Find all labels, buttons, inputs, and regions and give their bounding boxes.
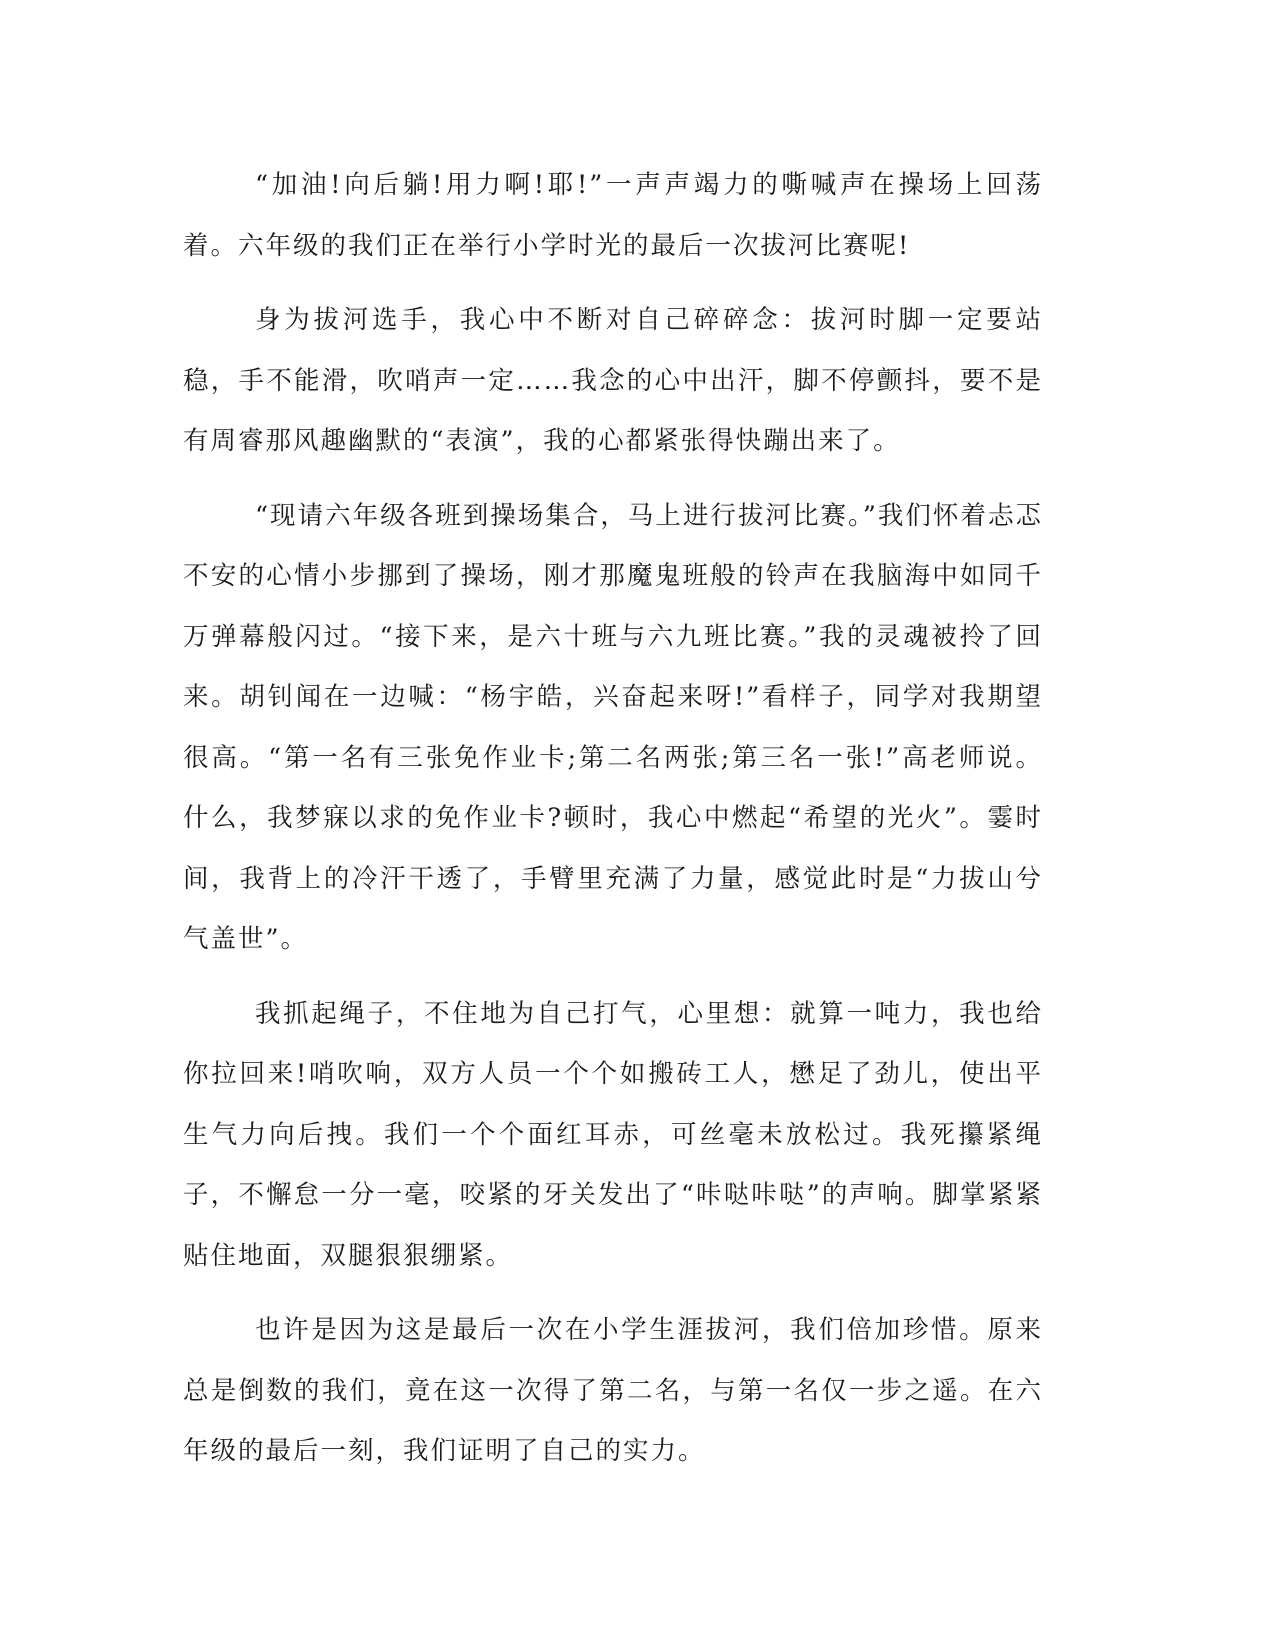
paragraph-1: “加油!向后躺!用力啊!耶!”一声声竭力的嘶喊声在操场上回荡着。六年级的我们正在举行小学时光的最后一次拔河比赛呢! (183, 170, 1043, 261)
essay-body (183, 155, 1043, 1496)
paragraph-2: 身为拔河选手，我心中不断对自己碎碎念：拔河时脚一定要站稳，手不能滑，吹哨声一定……我念的心中出汗，脚不停颤抖，要不是有周睿那风趣幽默的“表演”，我的心都紧张得快蹦出来了。 (183, 305, 1043, 456)
paragraph-3: “现请六年级各班到操场集合，马上进行拔河比赛。”我们怀着忐忑不安的心情小步挪到了操场，刚才那魔鬼班般的铃声在我脑海中如同千万弹幕般闪过。“接下来，是六十班与六九班比赛。”我的灵魂被拎了回来。胡钊闻在一边喊：“杨宇皓，兴奋起来呀!”看样子，同学对我期望很高。“第一名有三张免作业卡;第二名两张;第三名一张!”高老师说。什么，我梦寐以求的免作业卡?顿时，我心中燃起“希望的光火”。霎时间，我背上的冷汗干透了，手臂里充满了力量，感觉此时是“力拔山兮气盖世”。 (183, 500, 1043, 954)
paragraph-5: 也许是因为这是最后一次在小学生涯拔河，我们倍加珍惜。原来总是倒数的我们，竟在这一次得了第二名，与第一名仅一步之遥。在六年级的最后一刻，我们证明了自己的实力。 (183, 1315, 1043, 1466)
paragraph-4: 我抓起绳子，不住地为自己打气，心里想：就算一吨力，我也给你拉回来!哨吹响，双方人员一个个如搬砖工人，懋足了劲儿，使出平生气力向后拽。我们一个个面红耳赤，可丝毫未放松过。我死攥紧绳子，不懈怠一分一毫，咬紧的牙关发出了“咔哒咔哒”的声响。脚掌紧紧贴住地面，双腿狠狠绷紧。 (183, 998, 1043, 1271)
